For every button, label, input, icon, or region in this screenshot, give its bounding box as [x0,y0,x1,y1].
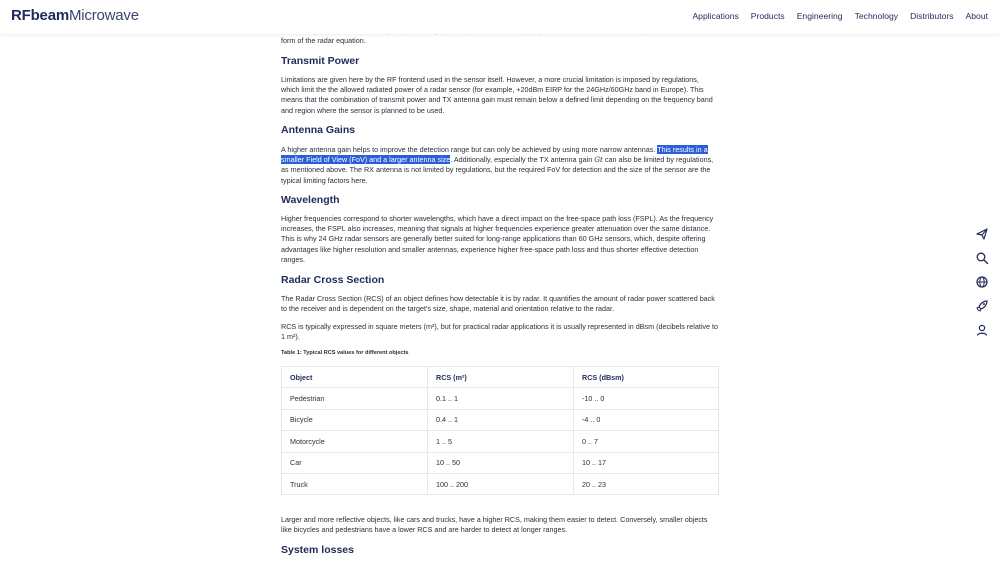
top-navigation-bar [0,0,1000,34]
cell-rcs-dbsm: 20 .. 23 [574,473,719,494]
search-icon[interactable] [975,251,989,265]
cell-rcs-dbsm: -10 .. 0 [574,388,719,409]
antenna-text-mid: . Additionally, especially the TX antenna gain [450,155,595,165]
cell-rcs-m2: 0.1 .. 1 [428,388,574,409]
table-header-row [282,367,719,388]
antenna-gains-paragraph [281,145,719,186]
nav-engineering[interactable]: Engineering [796,11,843,21]
rcs-paragraph-2: RCS is typically expressed in square meters (m²), but for practical radar applications it is usually represented in dBsm (decibels relative to 1 m²). [281,322,719,342]
logo-light-text: Microwave [68,7,139,24]
nav-about[interactable]: About [965,11,988,21]
send-icon[interactable] [975,227,989,241]
cell-rcs-m2: 10 .. 50 [428,452,574,473]
table-row [282,388,719,409]
intro-tail-text: form of the radar equation. [281,36,366,46]
cell-rcs-dbsm: 0 .. 7 [574,431,719,452]
col-object: Object [282,367,428,388]
table-row [282,409,719,430]
after-table-paragraph: Larger and more reflective objects, like cars and trucks, have a higher RCS, making them easier to detect. Conversely, smaller objects like bicycles and pedestrians have a lower RCS and are harder to detect at longer ranges. [281,515,708,535]
logo-bold-text: RFbeam [11,7,69,24]
cell-object: Bicycle [282,409,428,430]
table-row [282,473,719,494]
rocket-icon[interactable] [975,299,989,313]
rfbeam-logo[interactable] [11,7,139,24]
main-nav [692,11,988,21]
nav-distributors[interactable]: Distributors [910,11,954,21]
cell-object: Truck [282,473,428,494]
cell-rcs-dbsm: 10 .. 17 [574,452,719,473]
antenna-text-after: can also be limited by regulations, as mentioned above. The RX antenna is not limited by regulations, but the required FoV for detection and the size of the sensor are the typical limiting factors here. [281,155,714,185]
nav-applications[interactable]: Applications [692,11,739,21]
rcs-paragraph-1: The Radar Cross Section (RCS) of an object defines how detectable it is by radar. It quantifies the amount of radar power scattered back to the receiver and is dependent on the target's size, shape, material and orientation relative to the radar. [281,294,715,314]
heading-wavelength: Wavelength [281,194,340,206]
math-gt: Gt [594,155,603,165]
wavelength-paragraph: Higher frequencies correspond to shorter wavelengths, which have a direct impact on the free-space path loss (FSPL). As the frequency increases, the FSPL also increases, meaning that signals at higher frequencies experience greater attenuation over the same distance. This is why 24 GHz radar sensors are generally better suited for long-range applications than 60 GHz sensors, which, despite offering advantages like higher resolution and smaller antennas, experience higher free-space path loss and thus shorter effective detection ranges. [281,214,714,264]
cell-object: Motorcycle [282,431,428,452]
cell-object: Pedestrian [282,388,428,409]
user-icon[interactable] [975,323,989,337]
heading-system-losses: System losses [281,544,354,556]
selected-text-highlight[interactable]: This results in a smaller Field of View (FoV) and a larger antenna size [281,145,708,165]
heading-transmit-power: Transmit Power [281,55,360,67]
col-rcs-m2: RCS (m²) [428,367,574,388]
transmit-power-paragraph: Limitations are given here by the RF frontend used in the sensor itself. However, a more crucial limitation is imposed by regulations, which limit the the allowed radiated power of a radar sensor (for example, +20dBm EIRP for the 24GHz/60GHz band in Europe). This means that the combination of transmit power and TX antenna gain must remain below a defined limit depending on the frequency band and region where the sensor is planned to be used. [281,75,713,115]
cell-rcs-m2: 100 .. 200 [428,473,574,494]
cell-object: Car [282,452,428,473]
table-caption: Table 1: Typical RCS values for different objects [281,350,409,356]
table-row [282,431,719,452]
antenna-text-before: A higher antenna gain helps to improve the detection range but can only be achieved by using more narrow antennas. [281,145,658,154]
cell-rcs-m2: 0.4 .. 1 [428,409,574,430]
rcs-table [281,366,719,495]
nav-products[interactable]: Products [750,11,785,21]
nav-technology[interactable]: Technology [854,11,899,21]
cell-rcs-dbsm: -4 .. 0 [574,409,719,430]
cell-rcs-m2: 1 .. 5 [428,431,574,452]
col-rcs-dbsm: RCS (dBsm) [574,367,719,388]
globe-icon[interactable] [975,275,989,289]
heading-antenna-gains: Antenna Gains [281,124,356,136]
table-row [282,452,719,473]
heading-radar-cross-section: Radar Cross Section [281,274,385,286]
